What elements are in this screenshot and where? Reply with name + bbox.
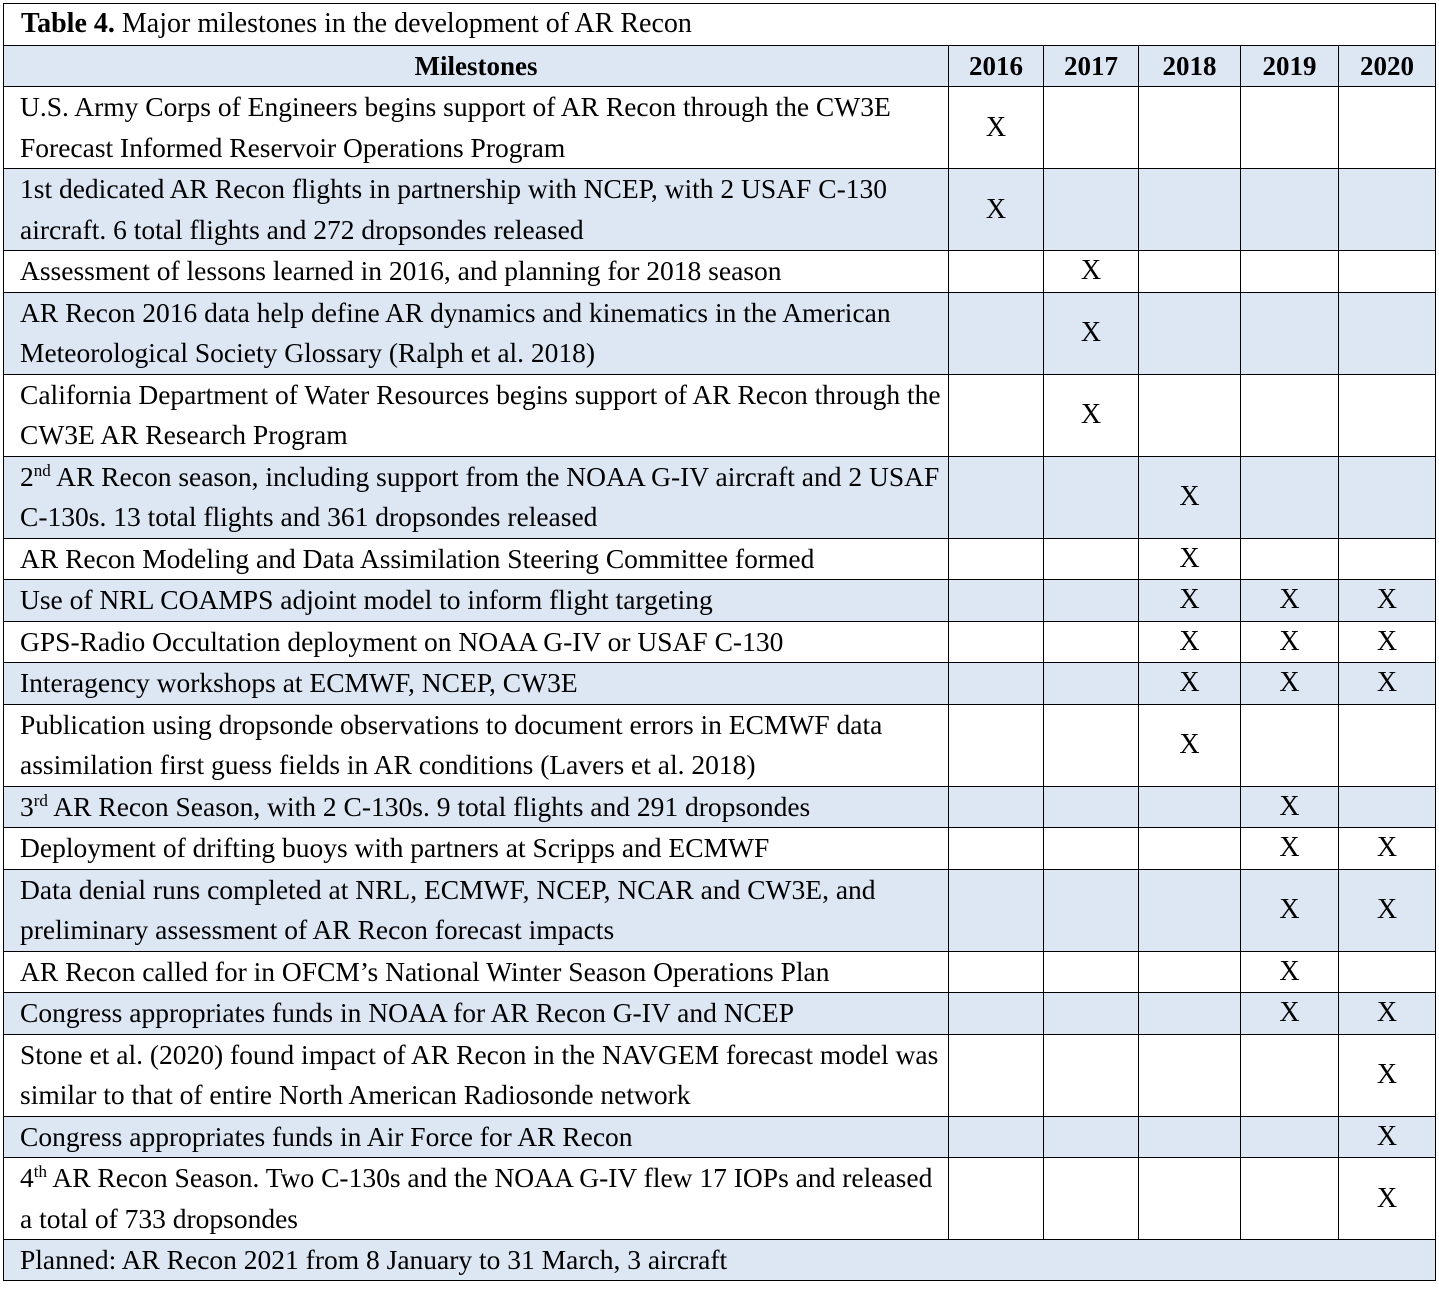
year-mark-2019: X bbox=[1241, 828, 1339, 870]
milestone-ordinal: 2 bbox=[20, 460, 34, 492]
year-mark-2019 bbox=[1241, 456, 1339, 538]
year-mark-2018 bbox=[1139, 1034, 1241, 1116]
year-mark-2016 bbox=[949, 538, 1044, 580]
milestone-description: AR Recon called for in OFCM’s National Winter Season Operations Plan bbox=[20, 955, 830, 987]
milestone-description: Congress appropriates funds in NOAA for AR Recon G-IV and NCEP bbox=[20, 997, 794, 1028]
table-row bbox=[4, 1116, 1436, 1158]
table-row bbox=[4, 828, 1436, 870]
year-mark-2019: X bbox=[1241, 663, 1339, 705]
year-mark-2017 bbox=[1044, 580, 1139, 622]
table-row bbox=[4, 87, 1436, 169]
table-row bbox=[4, 1034, 1436, 1116]
year-mark-2016 bbox=[949, 951, 1044, 993]
year-mark-2017 bbox=[1044, 869, 1139, 951]
year-mark-2018 bbox=[1139, 993, 1241, 1035]
year-mark-2020: X bbox=[1339, 1116, 1436, 1158]
year-mark-2019 bbox=[1241, 538, 1339, 580]
milestone-text bbox=[4, 786, 949, 828]
milestone-text bbox=[4, 580, 949, 622]
milestone-text bbox=[4, 993, 949, 1035]
table-row bbox=[4, 869, 1436, 951]
table-row bbox=[4, 621, 1436, 663]
year-mark-2020 bbox=[1339, 374, 1436, 456]
table-row bbox=[4, 374, 1436, 456]
milestone-description: 1st dedicated AR Recon flights in partnership with NCEP, with 2 USAF C-130 aircraft. 6 total flights and 272 dropsondes released bbox=[20, 173, 887, 245]
year-mark-2016 bbox=[949, 869, 1044, 951]
milestone-text bbox=[4, 621, 949, 663]
year-mark-2018 bbox=[1139, 951, 1241, 993]
year-mark-2019: X bbox=[1241, 621, 1339, 663]
year-mark-2020 bbox=[1339, 169, 1436, 251]
milestone-ordinal: 4 bbox=[20, 1162, 34, 1193]
table-row bbox=[4, 663, 1436, 705]
milestone-description: Assessment of lessons learned in 2016, and planning for 2018 season bbox=[20, 255, 782, 286]
table-caption bbox=[4, 4, 1436, 46]
year-mark-2017 bbox=[1044, 663, 1139, 705]
table-row bbox=[4, 292, 1436, 374]
year-mark-2020 bbox=[1339, 456, 1436, 538]
year-mark-2017 bbox=[1044, 1034, 1139, 1116]
milestone-ordinal: 3 bbox=[20, 790, 34, 822]
milestone-description: Use of NRL COAMPS adjoint model to inform flight targeting bbox=[20, 584, 713, 615]
year-mark-2019 bbox=[1241, 1158, 1339, 1240]
year-mark-2020 bbox=[1339, 87, 1436, 169]
year-mark-2018 bbox=[1139, 292, 1241, 374]
year-mark-2020 bbox=[1339, 251, 1436, 293]
year-mark-2018 bbox=[1139, 1116, 1241, 1158]
table-row bbox=[4, 1158, 1436, 1240]
milestone-text bbox=[4, 456, 949, 538]
year-mark-2019: X bbox=[1241, 993, 1339, 1035]
milestone-text bbox=[4, 292, 949, 374]
milestone-description: U.S. Army Corps of Engineers begins support of AR Recon through the CW3E Forecast Informed Reservoir Operations Program bbox=[20, 91, 891, 163]
milestone-description: AR Recon season, including support from the NOAA G-IV aircraft and 2 USAF C-130s. 13 total flights and 361 dropsondes released bbox=[20, 460, 940, 532]
year-mark-2020 bbox=[1339, 786, 1436, 828]
year-mark-2018 bbox=[1139, 87, 1241, 169]
year-mark-2017 bbox=[1044, 456, 1139, 538]
table-row bbox=[4, 951, 1436, 993]
header-row bbox=[4, 46, 1436, 87]
milestone-ordinal-suffix: rd bbox=[33, 790, 48, 810]
year-mark-2017 bbox=[1044, 169, 1139, 251]
year-mark-2019: X bbox=[1241, 869, 1339, 951]
year-mark-2016 bbox=[949, 292, 1044, 374]
table-row bbox=[4, 704, 1436, 786]
year-mark-2017: X bbox=[1044, 292, 1139, 374]
year-mark-2019 bbox=[1241, 1116, 1339, 1158]
year-mark-2020: X bbox=[1339, 580, 1436, 622]
year-mark-2019 bbox=[1241, 704, 1339, 786]
year-mark-2017: X bbox=[1044, 251, 1139, 293]
year-mark-2018: X bbox=[1139, 456, 1241, 538]
year-mark-2017 bbox=[1044, 704, 1139, 786]
year-mark-2018 bbox=[1139, 251, 1241, 293]
year-mark-2016 bbox=[949, 251, 1044, 293]
year-mark-2017 bbox=[1044, 621, 1139, 663]
year-mark-2018 bbox=[1139, 1158, 1241, 1240]
year-mark-2017 bbox=[1044, 786, 1139, 828]
year-mark-2018: X bbox=[1139, 580, 1241, 622]
year-mark-2017 bbox=[1044, 951, 1139, 993]
caption-label: Table 4. bbox=[21, 8, 115, 40]
year-mark-2016 bbox=[949, 1034, 1044, 1116]
year-mark-2018 bbox=[1139, 374, 1241, 456]
milestone-text bbox=[4, 1158, 949, 1240]
table-row bbox=[4, 169, 1436, 251]
milestone-text bbox=[4, 1034, 949, 1116]
milestone-ordinal-suffix: th bbox=[33, 1161, 47, 1181]
milestone-text bbox=[4, 251, 949, 293]
year-mark-2020 bbox=[1339, 292, 1436, 374]
milestone-text bbox=[4, 951, 949, 993]
milestone-description: GPS-Radio Occultation deployment on NOAA G-IV or USAF C-130 bbox=[20, 625, 784, 657]
year-mark-2016 bbox=[949, 1116, 1044, 1158]
year-mark-2019: X bbox=[1241, 951, 1339, 993]
year-mark-2017: X bbox=[1044, 374, 1139, 456]
table-row bbox=[4, 251, 1436, 293]
year-mark-2019 bbox=[1241, 374, 1339, 456]
milestone-description: Interagency workshops at ECMWF, NCEP, CW3E bbox=[20, 667, 578, 698]
table-row bbox=[4, 456, 1436, 538]
milestone-description: AR Recon Season. Two C-130s and the NOAA G-IV flew 17 IOPs and released a total of 733 dropsondes bbox=[20, 1162, 933, 1234]
milestone-description: Congress appropriates funds in Air Force for AR Recon bbox=[20, 1120, 633, 1152]
year-mark-2016 bbox=[949, 786, 1044, 828]
year-mark-2020: X bbox=[1339, 621, 1436, 663]
year-mark-2018: X bbox=[1139, 621, 1241, 663]
year-mark-2020 bbox=[1339, 538, 1436, 580]
table-row bbox=[4, 786, 1436, 828]
year-mark-2016 bbox=[949, 663, 1044, 705]
header-year-2019: 2019 bbox=[1241, 46, 1339, 87]
year-mark-2018: X bbox=[1139, 663, 1241, 705]
milestone-description: Data denial runs completed at NRL, ECMWF, NCEP, NCAR and CW3E, and preliminary assessment of AR Recon forecast impacts bbox=[20, 873, 876, 945]
year-mark-2016 bbox=[949, 580, 1044, 622]
milestone-text bbox=[4, 828, 949, 870]
milestone-text bbox=[4, 704, 949, 786]
year-mark-2019: X bbox=[1241, 786, 1339, 828]
header-year-2017: 2017 bbox=[1044, 46, 1139, 87]
milestone-ordinal-suffix: nd bbox=[33, 460, 51, 480]
year-mark-2020: X bbox=[1339, 828, 1436, 870]
milestone-description: AR Recon Modeling and Data Assimilation Steering Committee formed bbox=[20, 542, 815, 574]
year-mark-2018 bbox=[1139, 169, 1241, 251]
year-mark-2017 bbox=[1044, 1158, 1139, 1240]
milestone-description: California Department of Water Resources begins support of AR Recon through the CW3E AR Research Program bbox=[20, 378, 941, 450]
year-mark-2020: X bbox=[1339, 663, 1436, 705]
caption-text: Major milestones in the development of AR Recon bbox=[114, 8, 692, 40]
milestone-text bbox=[4, 538, 949, 580]
table-row bbox=[4, 993, 1436, 1035]
milestone-text bbox=[4, 869, 949, 951]
year-mark-2018 bbox=[1139, 828, 1241, 870]
year-mark-2016 bbox=[949, 704, 1044, 786]
year-mark-2018: X bbox=[1139, 538, 1241, 580]
year-mark-2019 bbox=[1241, 292, 1339, 374]
year-mark-2016: X bbox=[949, 169, 1044, 251]
milestone-description: AR Recon Season, with 2 C-130s. 9 total flights and 291 dropsondes bbox=[47, 790, 811, 822]
year-mark-2016 bbox=[949, 456, 1044, 538]
year-mark-2019 bbox=[1241, 1034, 1339, 1116]
milestone-description: Publication using dropsonde observations to document errors in ECMWF data assimilation first guess fields in AR conditions (Lavers et al. 2018) bbox=[20, 708, 883, 780]
year-mark-2018: X bbox=[1139, 704, 1241, 786]
year-mark-2017 bbox=[1044, 828, 1139, 870]
year-mark-2017 bbox=[1044, 1116, 1139, 1158]
year-mark-2020: X bbox=[1339, 1034, 1436, 1116]
header-year-2016: 2016 bbox=[949, 46, 1044, 87]
year-mark-2018 bbox=[1139, 786, 1241, 828]
year-mark-2016 bbox=[949, 1158, 1044, 1240]
milestone-description: Stone et al. (2020) found impact of AR Recon in the NAVGEM forecast model was similar to that of entire North American Radiosonde network bbox=[20, 1038, 939, 1110]
year-mark-2020 bbox=[1339, 704, 1436, 786]
year-mark-2019 bbox=[1241, 169, 1339, 251]
milestones-table bbox=[3, 3, 1436, 1281]
year-mark-2020: X bbox=[1339, 1158, 1436, 1240]
year-mark-2019 bbox=[1241, 251, 1339, 293]
year-mark-2016 bbox=[949, 993, 1044, 1035]
milestone-text bbox=[4, 1116, 949, 1158]
year-mark-2016 bbox=[949, 828, 1044, 870]
milestone-text bbox=[4, 374, 949, 456]
table-footer: Planned: AR Recon 2021 from 8 January to 31 March, 3 aircraft bbox=[4, 1240, 1436, 1281]
milestone-text bbox=[4, 169, 949, 251]
year-mark-2017 bbox=[1044, 993, 1139, 1035]
year-mark-2016 bbox=[949, 621, 1044, 663]
year-mark-2020 bbox=[1339, 951, 1436, 993]
year-mark-2019 bbox=[1241, 87, 1339, 169]
year-mark-2016: X bbox=[949, 87, 1044, 169]
year-mark-2018 bbox=[1139, 869, 1241, 951]
header-year-2018: 2018 bbox=[1139, 46, 1241, 87]
header-year-2020: 2020 bbox=[1339, 46, 1436, 87]
year-mark-2020: X bbox=[1339, 869, 1436, 951]
year-mark-2019: X bbox=[1241, 580, 1339, 622]
table-row bbox=[4, 580, 1436, 622]
table-row bbox=[4, 538, 1436, 580]
milestone-description: Deployment of drifting buoys with partners at Scripps and ECMWF bbox=[20, 832, 770, 863]
milestone-text bbox=[4, 87, 949, 169]
year-mark-2017 bbox=[1044, 538, 1139, 580]
year-mark-2020: X bbox=[1339, 993, 1436, 1035]
milestone-description: AR Recon 2016 data help define AR dynamics and kinematics in the American Meteorological Society Glossary (Ralph et al. 2018) bbox=[20, 296, 891, 368]
year-mark-2017 bbox=[1044, 87, 1139, 169]
header-milestones: Milestones bbox=[4, 46, 949, 87]
milestone-text bbox=[4, 663, 949, 705]
year-mark-2016 bbox=[949, 374, 1044, 456]
